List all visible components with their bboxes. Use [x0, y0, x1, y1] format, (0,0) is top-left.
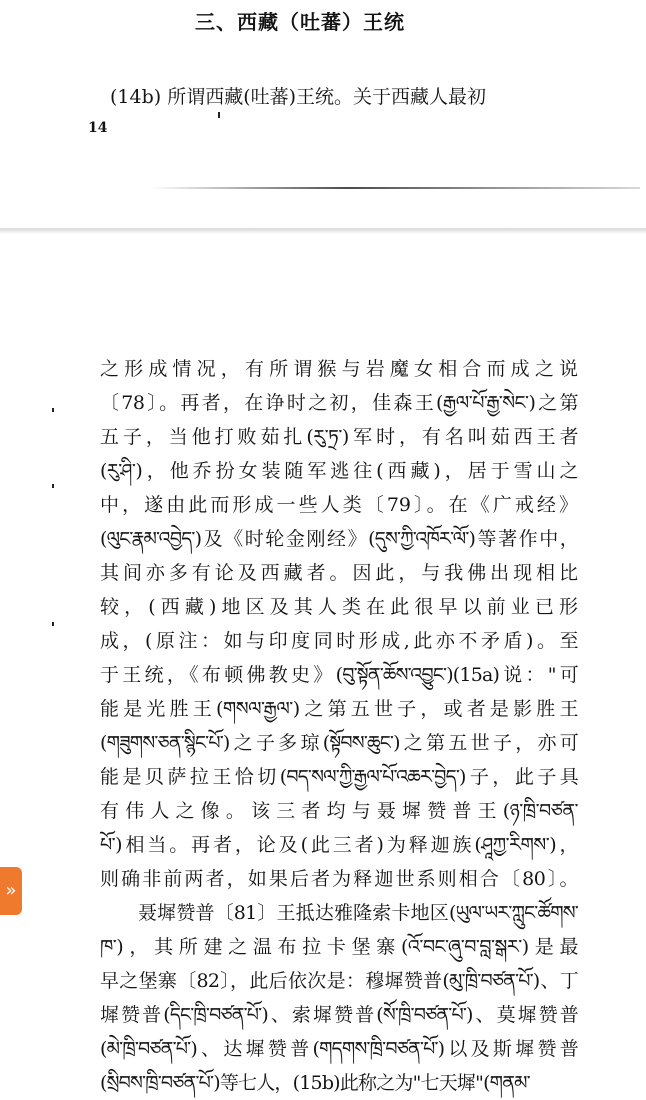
text-line: པོ་)相当。再者，论及(此三者)为释迦族(ཤཱཀྱ་རིགས་)，	[100, 834, 578, 856]
opening-line: (14b) 所谓西藏(吐蕃)王统。关于西藏人最初	[110, 86, 487, 108]
text-line: 能是光胜王(གསལ་རྒྱལ་)之第五世子，或者是影胜王	[100, 698, 578, 720]
text-line: 五子，当他打败茹扎(རུ་ཏྲ་)军时，有名叫茹西王者	[100, 426, 578, 448]
scan-speck	[218, 112, 220, 118]
text-line: (སྲིབས་ཁྲི་བཙན་པོ་)等七人，(15b)此称之为"七天墀"(གནམ་	[100, 1072, 530, 1094]
text-line: (གཟུགས་ཅན་སྙིང་པོ་)之子多琼(སྟོབས་ཆུང་)之第五世子，亦可	[100, 732, 578, 754]
text-line: (ལུང་རྣམ་འབྱེད་)及《时轮金刚经》(དུས་ཀྱི་འཁོར་ལོ་)等著作中，	[100, 528, 578, 550]
text-line: 有伟人之像。该三者均与聂墀赞普王(ཉ་ཁྲི་བཙན་	[100, 800, 578, 822]
scan-artifact-line	[150, 187, 640, 189]
side-panel-tab[interactable]	[0, 867, 22, 915]
text-line: 之形成情况，有所谓猴与岩魔女相合而成之说	[100, 358, 578, 380]
text-line: (མེ་ཁྲི་བཙན་པོ་)、达墀赞普(གདགས་ཁྲི་བཙན་པོ་)以及斯墀赞普	[100, 1038, 578, 1060]
text-line: 较，(西藏)地区及其人类在此很早以前业已形	[100, 596, 578, 618]
text-line: 于王统，《布顿佛教史》(བུ་སྟོན་ཆོས་འབྱུང་)(15a)说："可	[100, 664, 578, 686]
page-fold-shadow	[0, 228, 646, 234]
page-fold-line	[0, 230, 646, 231]
text-line: 则确非前两者，如果后者为释迦世系则相合〔80〕。	[100, 868, 578, 890]
text-line: 聂墀赞普〔81〕王抵达雅隆索卡地区(ཡུལ་ཡར་ཀླུང་ཚོགས་	[138, 902, 578, 924]
text-line: 〔78〕。再者，在诤时之初，佳森王(རྒྱལ་པོ་རྒྱ་སེང་)之第	[100, 392, 578, 414]
body-text	[100, 352, 578, 1100]
page-number: 14	[88, 120, 108, 136]
text-line: 中，遂由此而形成一些人类〔79〕。在《广戒经》	[100, 494, 578, 516]
text-line: (རུ་ཤི་)，他乔扮女装随军逃往(西藏)，居于雪山之	[100, 460, 578, 482]
text-line: 墀赞普(དིང་ཁྲི་བཙན་པོ་)、索墀赞普(སོ་ཁྲི་བཙན་པོ་)、莫墀赞普	[100, 1004, 578, 1026]
double-chevron-right-icon: »	[5, 880, 17, 901]
text-line: 其间亦多有论及西藏者。因此，与我佛出现相比	[100, 562, 578, 584]
text-line: 成，(原注：如与印度同时形成,此亦不矛盾)。至	[100, 630, 578, 652]
page-title: 三、西藏（吐蕃）王统	[195, 10, 405, 34]
scan-speck	[52, 484, 54, 488]
scan-speck	[52, 408, 54, 412]
text-line: 早之堡寨〔82〕，此后依次是：穆墀赞普(མུ་ཁྲི་བཙན་པོ་)、丁	[100, 970, 578, 992]
text-line: ཁ་)，其所建之温布拉卡堡寨(འོ་བང་ཞུ་བ་བླ་སྒར་)是最	[100, 936, 578, 958]
scan-speck	[52, 622, 54, 626]
text-line: 能是贝萨拉王恰切(བད་སལ་ཀྱི་རྒྱལ་པོ་འཆར་བྱེད་)子，此子具	[100, 766, 578, 788]
